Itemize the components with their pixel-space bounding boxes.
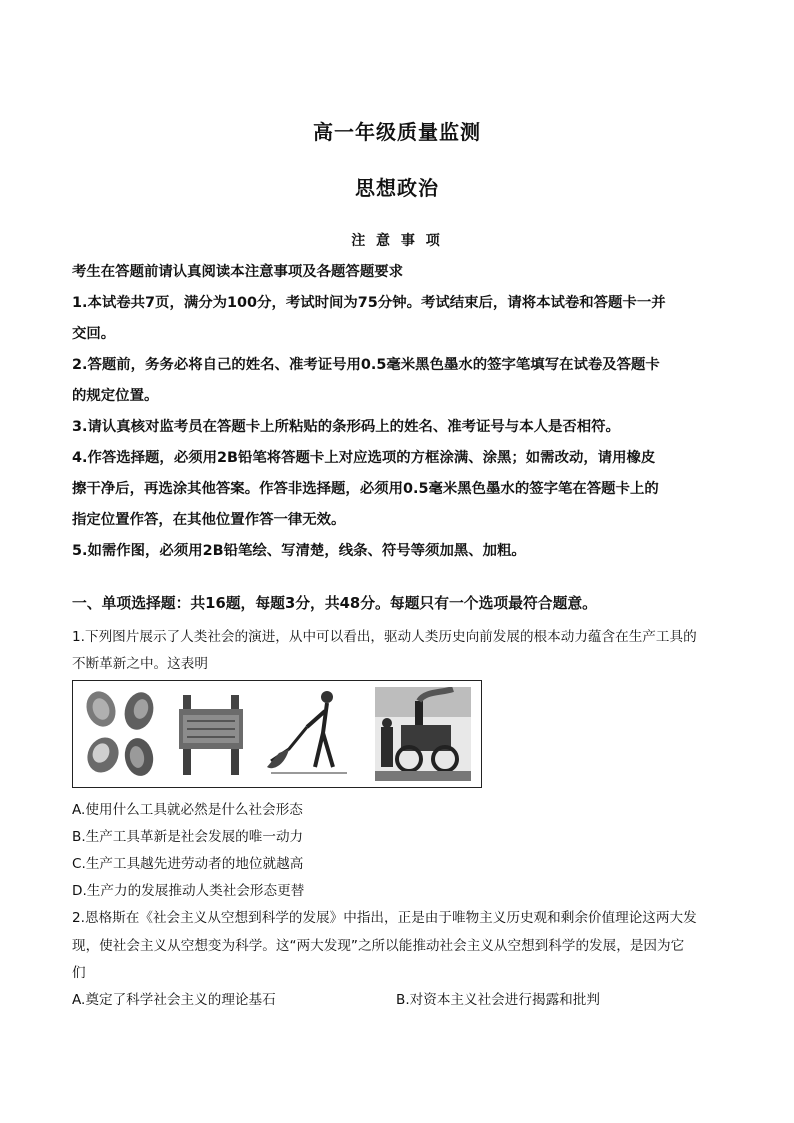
notice-line: 2.答题前，务务必将自己的姓名、准考证号用0.5毫米黑色墨水的签字笔填写在试卷及答题卡 bbox=[72, 357, 660, 373]
notice-line: 1.本试卷共7页，满分为100分，考试时间为75分钟。考试结束后，请将本试卷和答题卡一并 bbox=[72, 295, 666, 311]
exam-title: 高一年级质量监测 bbox=[313, 120, 481, 144]
notice-intro: 考生在答题前请认真阅读本注意事项及各题答题要求 bbox=[72, 264, 403, 280]
notice-line: 交回。 bbox=[72, 326, 116, 342]
bronze-ding-image bbox=[171, 687, 251, 781]
question-2-option-b: B.对资本主义社会进行揭露和批判 bbox=[396, 992, 600, 1008]
question-1-option-b: B.生产工具革新是社会发展的唯一动力 bbox=[72, 829, 304, 845]
stone-tools-image bbox=[81, 687, 161, 781]
subject-title: 思想政治 bbox=[355, 176, 439, 200]
notice-line: 指定位置作答，在其他位置作答一律无效。 bbox=[72, 512, 346, 528]
question-2-option-a: A.奠定了科学社会主义的理论基石 bbox=[72, 992, 276, 1008]
notice-line: 5.如需作图，必须用2B铅笔绘、写清楚，线条、符号等须加黑、加粗。 bbox=[72, 543, 526, 559]
question-1-option-a: A.使用什么工具就必然是什么社会形态 bbox=[72, 802, 303, 818]
notice-line: 的规定位置。 bbox=[72, 388, 159, 404]
notice-line: 3.请认真核对监考员在答题卡上所粘贴的条形码上的姓名、准考证号与本人是否相符。 bbox=[72, 419, 620, 435]
notice-line: 擦干净后，再选涂其他答案。作答非选择题，必须用0.5毫米黑色墨水的签字笔在答题卡上的 bbox=[72, 481, 659, 497]
notice-heading: 注 意 事 项 bbox=[351, 233, 443, 249]
question-2-stem: 们 bbox=[72, 965, 86, 981]
question-1-option-c: C.生产工具越先进劳动者的地位就越高 bbox=[72, 856, 304, 872]
steam-machine-image bbox=[375, 687, 471, 781]
question-2-stem: 2.恩格斯在《社会主义从空想到科学的发展》中指出，正是由于唯物主义历史观和剩余价值理论这两大发 bbox=[72, 910, 697, 926]
notice-line: 4.作答选择题，必须用2B铅笔将答题卡上对应选项的方框涂满、涂黑；如需改动，请用橡皮 bbox=[72, 450, 656, 466]
question-1-option-d: D.生产力的发展推动人类社会形态更替 bbox=[72, 883, 305, 899]
question-2-stem: 现，使社会主义从空想变为科学。这“两大发现”之所以能推动社会主义从空想到科学的发展，是因为它 bbox=[72, 938, 685, 954]
question-1-figure bbox=[72, 680, 482, 788]
question-1-stem: 1.下列图片展示了人类社会的演进，从中可以看出，驱动人类历史向前发展的根本动力蕴含在生产工具的 bbox=[72, 629, 697, 645]
section-heading: 一、单项选择题：共16题，每题3分，共48分。每题只有一个选项最符合题意。 bbox=[72, 595, 597, 612]
question-1-stem: 不断革新之中。这表明 bbox=[72, 656, 208, 672]
plough-farmer-image bbox=[263, 687, 353, 781]
